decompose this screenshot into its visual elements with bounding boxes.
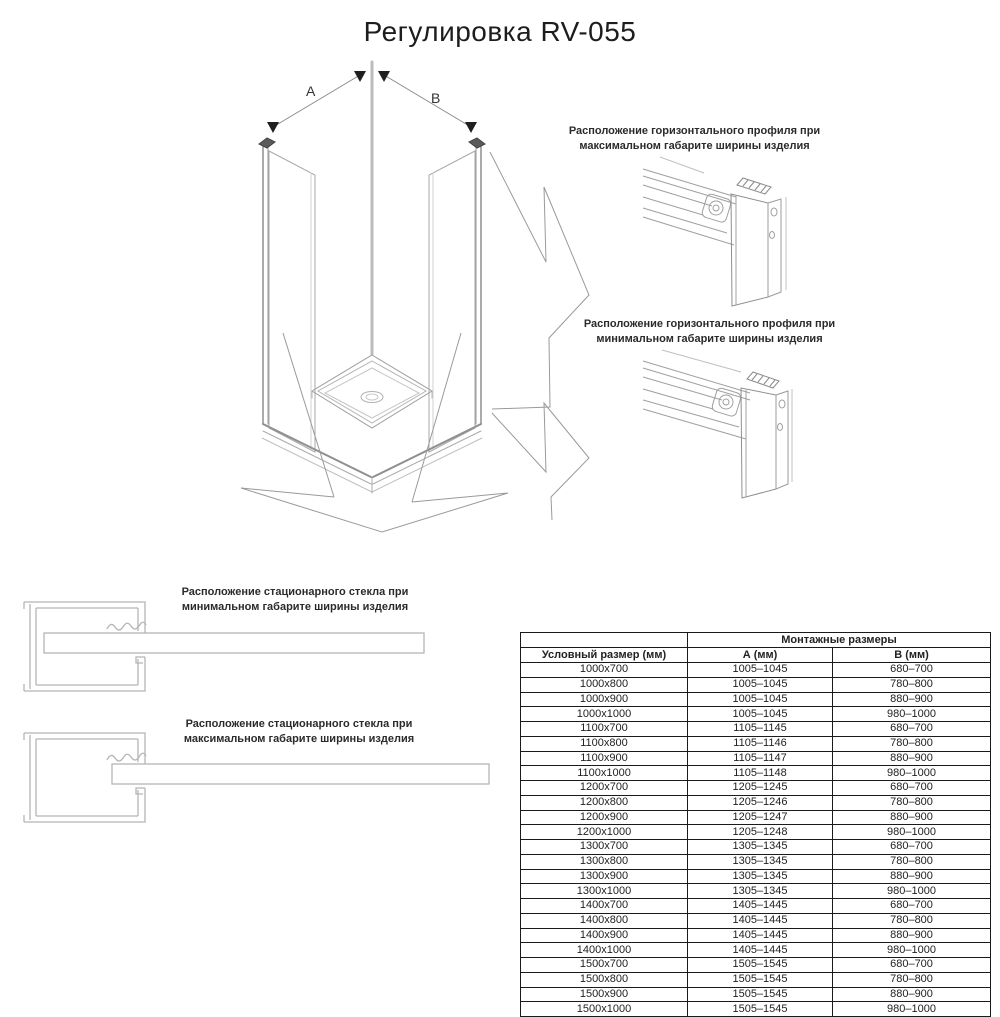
table-cell: 1100x700 (521, 722, 688, 737)
table-cell: 780–800 (833, 854, 991, 869)
table-cell: 1105–1146 (688, 736, 833, 751)
table-row (521, 987, 991, 1002)
table-cell: 1105–1148 (688, 766, 833, 781)
table-cell: 1300x1000 (521, 884, 688, 899)
table-cell: 1505–1545 (688, 1002, 833, 1017)
table-cell: 980–1000 (833, 707, 991, 722)
table-cell: 1305–1345 (688, 854, 833, 869)
table-row (521, 958, 991, 973)
table-cell: 1100x800 (521, 736, 688, 751)
table-header-row (521, 648, 991, 663)
table-cell: 780–800 (833, 913, 991, 928)
table-row (521, 899, 991, 914)
table-row (521, 766, 991, 781)
profile-detail-min (643, 361, 792, 498)
glass-pane (44, 633, 424, 653)
table-cell: 1000x900 (521, 692, 688, 707)
table-row (521, 825, 991, 840)
table-cell: 680–700 (833, 958, 991, 973)
table-row (521, 884, 991, 899)
table-row (521, 707, 991, 722)
table-cell: 980–1000 (833, 1002, 991, 1017)
shower-enclosure-drawing (259, 62, 485, 493)
table-cell: 1205–1247 (688, 810, 833, 825)
table-cell: 1205–1248 (688, 825, 833, 840)
table-cell: 780–800 (833, 677, 991, 692)
table-cell: 1105–1145 (688, 722, 833, 737)
glass-section-min (24, 602, 424, 691)
table-cell: 1405–1445 (688, 928, 833, 943)
column-header: Условный размер (мм) (521, 648, 688, 663)
table-row (521, 840, 991, 855)
table-cell: 1300x800 (521, 854, 688, 869)
table-cell: 1200x700 (521, 781, 688, 796)
table-row (521, 677, 991, 692)
table-row (521, 854, 991, 869)
dimension-arrow-a (267, 71, 366, 133)
table-cell: 980–1000 (833, 884, 991, 899)
table-cell: 1505–1545 (688, 987, 833, 1002)
table-row (521, 1002, 991, 1017)
table-cell: 1405–1445 (688, 899, 833, 914)
table-cell: 1505–1545 (688, 958, 833, 973)
dim-b-label: B (431, 90, 441, 106)
table-cell: 1305–1345 (688, 869, 833, 884)
table-row (521, 663, 991, 678)
table-cell: 1105–1147 (688, 751, 833, 766)
table-row (521, 913, 991, 928)
table-row (521, 736, 991, 751)
table-row (521, 751, 991, 766)
table-cell: 1405–1445 (688, 943, 833, 958)
table-cell: 980–1000 (833, 825, 991, 840)
arrowhead-icon (267, 122, 279, 133)
table-cell: 680–700 (833, 840, 991, 855)
profile-detail-max (643, 169, 786, 306)
table-cell: 680–700 (833, 663, 991, 678)
table-row (521, 722, 991, 737)
table-cell: 1400x800 (521, 913, 688, 928)
dim-a-label: A (306, 83, 316, 99)
glass-pane (112, 764, 489, 784)
column-header: А (мм) (688, 648, 833, 663)
table-cell: 980–1000 (833, 766, 991, 781)
table-cell: 780–800 (833, 972, 991, 987)
table-cell: 880–900 (833, 987, 991, 1002)
table-cell: 1100x900 (521, 751, 688, 766)
arrowhead-icon (378, 71, 390, 82)
table-cell: 1005–1045 (688, 663, 833, 678)
table-cell: 1005–1045 (688, 707, 833, 722)
table-row (521, 795, 991, 810)
empty-header-cell (521, 633, 688, 648)
size-table-body (521, 663, 991, 1017)
leader-line (660, 157, 704, 173)
table-cell: 1000x800 (521, 677, 688, 692)
table-cell: 1500x800 (521, 972, 688, 987)
table-cell: 780–800 (833, 736, 991, 751)
table-cell: 1400x700 (521, 899, 688, 914)
table-cell: 1100x1000 (521, 766, 688, 781)
table-cell: 1005–1045 (688, 677, 833, 692)
table-cell: 680–700 (833, 781, 991, 796)
mounting-sizes-table (520, 632, 991, 1017)
callout-stationary-glass-min: Расположение стационарного стекла при минимальном габарите ширины изделия (181, 586, 409, 613)
table-cell: 1000x700 (521, 663, 688, 678)
table-cell: 1300x900 (521, 869, 688, 884)
table-cell: 1300x700 (521, 840, 688, 855)
table-cell: 1005–1045 (688, 692, 833, 707)
table-row (521, 869, 991, 884)
table-cell: 1205–1246 (688, 795, 833, 810)
table-cell: 1505–1545 (688, 972, 833, 987)
table-cell: 1200x900 (521, 810, 688, 825)
table-cell: 780–800 (833, 795, 991, 810)
callout-horizontal-profile-min: Расположение горизонтального профиля при минимальном габарите ширины изделия (583, 318, 836, 345)
table-cell: 1205–1245 (688, 781, 833, 796)
column-header: В (мм) (833, 648, 991, 663)
table-cell: 880–900 (833, 869, 991, 884)
table-cell: 980–1000 (833, 943, 991, 958)
table-cell: 1405–1445 (688, 913, 833, 928)
table-cell: 680–700 (833, 722, 991, 737)
callout-stationary-glass-max: Расположение стационарного стекла при максимальном габарите ширины изделия (183, 718, 415, 745)
table-cell: 1500x700 (521, 958, 688, 973)
table-cell: 1000x1000 (521, 707, 688, 722)
table-row (521, 781, 991, 796)
table-row (521, 972, 991, 987)
table-cell: 1305–1345 (688, 884, 833, 899)
leader-line (662, 350, 741, 372)
table-cell: 1500x900 (521, 987, 688, 1002)
table-cell: 680–700 (833, 899, 991, 914)
dimension-arrow-b (378, 71, 477, 133)
table-row (521, 928, 991, 943)
table-cell: 880–900 (833, 751, 991, 766)
arrowhead-icon (354, 71, 366, 82)
table-cell: 1500x1000 (521, 1002, 688, 1017)
table-group-header-row (521, 633, 991, 648)
table-cell: 880–900 (833, 810, 991, 825)
page-title: Регулировка RV-055 (363, 16, 637, 47)
arrowhead-icon (465, 122, 477, 133)
table-cell: 880–900 (833, 692, 991, 707)
table-row (521, 810, 991, 825)
arrow-to-detail-min-icon (492, 403, 589, 520)
callout-horizontal-profile-max: Расположение горизонтального профиля при максимальном габарите ширины изделия (568, 125, 821, 152)
group-header-cell: Монтажные размеры (688, 633, 991, 648)
table-cell: 1305–1345 (688, 840, 833, 855)
table-row (521, 692, 991, 707)
arrow-to-detail-max-icon (490, 152, 589, 409)
table-cell: 1200x1000 (521, 825, 688, 840)
table-cell: 1400x900 (521, 928, 688, 943)
table-cell: 1400x1000 (521, 943, 688, 958)
table-row (521, 943, 991, 958)
table-cell: 880–900 (833, 928, 991, 943)
table-cell: 1200x800 (521, 795, 688, 810)
